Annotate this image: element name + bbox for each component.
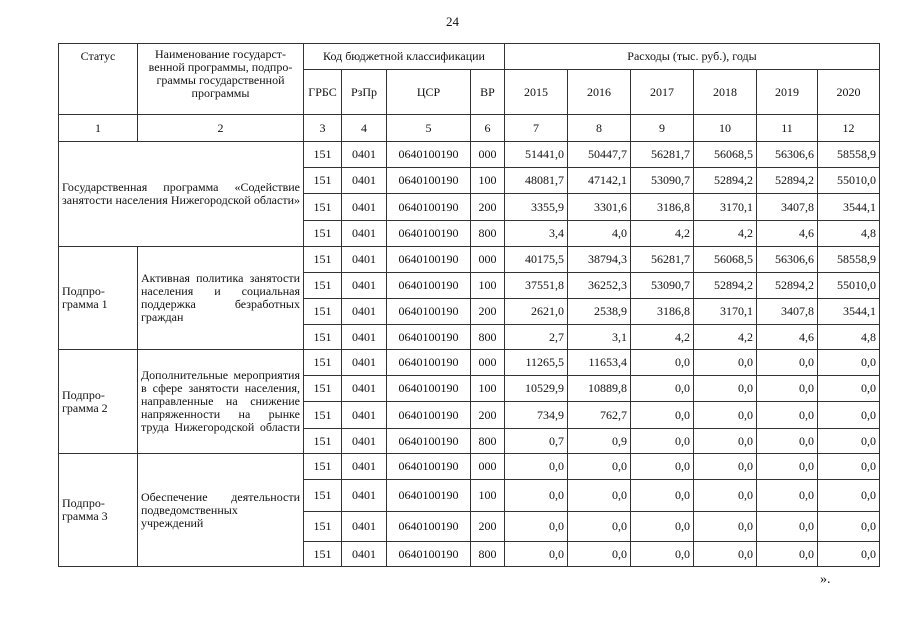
table-row — [59, 142, 880, 168]
grbs-cell: 151 — [304, 402, 342, 429]
value-cell: 0,0 — [818, 350, 880, 376]
rzpr-cell: 0401 — [342, 273, 387, 299]
value-cell: 0,0 — [757, 376, 818, 402]
rzpr-cell: 0401 — [342, 480, 387, 512]
column-number: 2 — [138, 115, 304, 142]
rzpr-cell: 0401 — [342, 299, 387, 325]
value-cell: 4,6 — [757, 325, 818, 350]
value-cell: 0,0 — [694, 429, 757, 454]
value-cell: 0,0 — [694, 402, 757, 429]
rzpr-cell: 0401 — [342, 376, 387, 402]
value-cell: 58558,9 — [818, 142, 880, 168]
vr-cell: 100 — [471, 480, 505, 512]
status-cell: Подпро-грамма 3 — [59, 454, 138, 567]
column-number: 5 — [387, 115, 471, 142]
value-cell: 56281,7 — [631, 142, 694, 168]
value-cell: 0,0 — [818, 402, 880, 429]
value-cell: 56281,7 — [631, 247, 694, 273]
subprogram-name — [138, 454, 304, 567]
column-number: 6 — [471, 115, 505, 142]
grbs-cell: 151 — [304, 142, 342, 168]
value-cell: 10529,9 — [505, 376, 568, 402]
value-cell: 11653,4 — [568, 350, 631, 376]
value-cell: 11265,5 — [505, 350, 568, 376]
program-name — [59, 142, 304, 247]
value-cell: 0,0 — [818, 542, 880, 567]
value-cell: 2,7 — [505, 325, 568, 350]
closing-quote-mark: ». — [820, 572, 831, 587]
value-cell: 0,0 — [568, 542, 631, 567]
grbs-cell: 151 — [304, 299, 342, 325]
value-cell: 0,0 — [505, 454, 568, 480]
value-cell: 0,0 — [694, 350, 757, 376]
vr-cell: 800 — [471, 429, 505, 454]
table-row — [59, 247, 880, 273]
value-cell: 0,0 — [568, 480, 631, 512]
value-cell: 38794,3 — [568, 247, 631, 273]
value-cell: 0,0 — [631, 402, 694, 429]
value-cell: 0,0 — [631, 350, 694, 376]
value-cell: 3544,1 — [818, 194, 880, 221]
value-cell: 3186,8 — [631, 299, 694, 325]
value-cell: 0,0 — [631, 429, 694, 454]
value-cell: 3544,1 — [818, 299, 880, 325]
csr-cell: 0640100190 — [387, 512, 471, 542]
value-cell: 56306,6 — [757, 247, 818, 273]
value-cell: 40175,5 — [505, 247, 568, 273]
value-cell: 3186,8 — [631, 194, 694, 221]
rzpr-cell: 0401 — [342, 142, 387, 168]
value-cell: 3170,1 — [694, 194, 757, 221]
csr-cell: 0640100190 — [387, 142, 471, 168]
value-cell: 0,0 — [818, 429, 880, 454]
value-cell: 0,0 — [818, 512, 880, 542]
value-cell: 55010,0 — [818, 168, 880, 194]
value-cell: 56306,6 — [757, 142, 818, 168]
value-cell: 4,0 — [568, 221, 631, 247]
header-csr: ЦСР — [387, 70, 471, 115]
value-cell: 37551,8 — [505, 273, 568, 299]
value-cell: 0,0 — [568, 512, 631, 542]
value-cell: 0,0 — [694, 480, 757, 512]
rzpr-cell: 0401 — [342, 221, 387, 247]
column-number: 12 — [818, 115, 880, 142]
value-cell: 3355,9 — [505, 194, 568, 221]
rzpr-cell: 0401 — [342, 542, 387, 567]
value-cell: 53090,7 — [631, 273, 694, 299]
grbs-cell: 151 — [304, 480, 342, 512]
status-cell: Подпро-грамма 2 — [59, 350, 138, 454]
value-cell: 762,7 — [568, 402, 631, 429]
csr-cell: 0640100190 — [387, 325, 471, 350]
value-cell: 58558,9 — [818, 247, 880, 273]
grbs-cell: 151 — [304, 454, 342, 480]
column-number: 11 — [757, 115, 818, 142]
value-cell: 0,0 — [757, 429, 818, 454]
value-cell: 50447,7 — [568, 142, 631, 168]
csr-cell: 0640100190 — [387, 402, 471, 429]
value-cell: 56068,5 — [694, 247, 757, 273]
column-number: 9 — [631, 115, 694, 142]
table-row — [59, 454, 880, 480]
value-cell: 3407,8 — [757, 299, 818, 325]
value-cell: 53090,7 — [631, 168, 694, 194]
vr-cell: 100 — [471, 168, 505, 194]
value-cell: 0,0 — [694, 512, 757, 542]
value-cell: 4,6 — [757, 221, 818, 247]
rzpr-cell: 0401 — [342, 350, 387, 376]
value-cell: 3,4 — [505, 221, 568, 247]
value-cell: 0,0 — [505, 480, 568, 512]
value-cell: 4,2 — [631, 325, 694, 350]
value-cell: 0,0 — [818, 376, 880, 402]
value-cell: 734,9 — [505, 402, 568, 429]
column-number: 3 — [304, 115, 342, 142]
value-cell: 0,0 — [694, 376, 757, 402]
column-number: 7 — [505, 115, 568, 142]
csr-cell: 0640100190 — [387, 350, 471, 376]
value-cell: 56068,5 — [694, 142, 757, 168]
table-body — [59, 142, 880, 567]
subprogram-name-text: Активная политика занятости населения и социальная поддержка безработных граждан — [141, 271, 300, 324]
vr-cell: 200 — [471, 194, 505, 221]
header-name: Наименование государст-венной программы, подпро-граммы государственной программы — [138, 44, 304, 115]
header-year: 2019 — [757, 70, 818, 115]
value-cell: 3170,1 — [694, 299, 757, 325]
value-cell: 2538,9 — [568, 299, 631, 325]
header-year: 2015 — [505, 70, 568, 115]
value-cell: 52894,2 — [757, 273, 818, 299]
value-cell: 0,7 — [505, 429, 568, 454]
value-cell: 3301,6 — [568, 194, 631, 221]
value-cell: 55010,0 — [818, 273, 880, 299]
grbs-cell: 151 — [304, 273, 342, 299]
value-cell: 36252,3 — [568, 273, 631, 299]
value-cell: 0,0 — [631, 454, 694, 480]
value-cell: 4,8 — [818, 221, 880, 247]
csr-cell: 0640100190 — [387, 168, 471, 194]
vr-cell: 800 — [471, 542, 505, 567]
header-rzpr: РзПр — [342, 70, 387, 115]
grbs-cell: 151 — [304, 350, 342, 376]
vr-cell: 000 — [471, 247, 505, 273]
header-year: 2018 — [694, 70, 757, 115]
value-cell: 51441,0 — [505, 142, 568, 168]
csr-cell: 0640100190 — [387, 299, 471, 325]
rzpr-cell: 0401 — [342, 429, 387, 454]
csr-cell: 0640100190 — [387, 376, 471, 402]
value-cell: 0,0 — [757, 402, 818, 429]
grbs-cell: 151 — [304, 221, 342, 247]
value-cell: 47142,1 — [568, 168, 631, 194]
value-cell: 0,0 — [631, 512, 694, 542]
vr-cell: 000 — [471, 454, 505, 480]
subprogram-name-text: Обеспечение деятельности подведомственных учреждений — [141, 489, 300, 530]
subprogram-name — [138, 350, 304, 454]
header-code-group: Код бюджетной классификации — [304, 44, 505, 70]
value-cell: 0,0 — [757, 512, 818, 542]
value-cell: 0,0 — [631, 376, 694, 402]
value-cell: 52894,2 — [694, 168, 757, 194]
csr-cell: 0640100190 — [387, 480, 471, 512]
value-cell: 0,0 — [757, 480, 818, 512]
table-row — [59, 350, 880, 376]
value-cell: 0,9 — [568, 429, 631, 454]
csr-cell: 0640100190 — [387, 194, 471, 221]
grbs-cell: 151 — [304, 512, 342, 542]
subprogram-name-text: Дополнительные мероприятия в сфере занятости населения, направленные на снижение напряженности на рынке труда Нижегородской области — [141, 368, 300, 434]
value-cell: 48081,7 — [505, 168, 568, 194]
column-number: 4 — [342, 115, 387, 142]
vr-cell: 200 — [471, 512, 505, 542]
subprogram-name — [138, 247, 304, 350]
rzpr-cell: 0401 — [342, 454, 387, 480]
value-cell: 0,0 — [505, 512, 568, 542]
vr-cell: 200 — [471, 299, 505, 325]
header-vr: ВР — [471, 70, 505, 115]
grbs-cell: 151 — [304, 168, 342, 194]
header-year: 2016 — [568, 70, 631, 115]
vr-cell: 000 — [471, 142, 505, 168]
value-cell: 52894,2 — [757, 168, 818, 194]
value-cell: 4,2 — [694, 221, 757, 247]
vr-cell: 800 — [471, 221, 505, 247]
value-cell: 4,8 — [818, 325, 880, 350]
page-number: 24 — [446, 14, 459, 29]
value-cell: 52894,2 — [694, 273, 757, 299]
grbs-cell: 151 — [304, 325, 342, 350]
value-cell: 10889,8 — [568, 376, 631, 402]
header-year: 2020 — [818, 70, 880, 115]
value-cell: 0,0 — [694, 542, 757, 567]
vr-cell: 000 — [471, 350, 505, 376]
grbs-cell: 151 — [304, 247, 342, 273]
value-cell: 0,0 — [757, 350, 818, 376]
value-cell: 3407,8 — [757, 194, 818, 221]
rzpr-cell: 0401 — [342, 402, 387, 429]
header-grbs: ГРБС — [304, 70, 342, 115]
value-cell: 0,0 — [505, 542, 568, 567]
value-cell: 0,0 — [631, 480, 694, 512]
column-number: 8 — [568, 115, 631, 142]
program-name-text: Государственная программа «Содействие занятости населения Нижегородской области» — [62, 180, 300, 207]
budget-table — [58, 43, 880, 567]
value-cell: 0,0 — [757, 454, 818, 480]
csr-cell: 0640100190 — [387, 542, 471, 567]
header-year: 2017 — [631, 70, 694, 115]
grbs-cell: 151 — [304, 429, 342, 454]
vr-cell: 100 — [471, 376, 505, 402]
csr-cell: 0640100190 — [387, 247, 471, 273]
header-status: Статус — [59, 44, 138, 115]
vr-cell: 100 — [471, 273, 505, 299]
rzpr-cell: 0401 — [342, 247, 387, 273]
header-expenses-group: Расходы (тыс. руб.), годы — [505, 44, 880, 70]
value-cell: 0,0 — [757, 542, 818, 567]
grbs-cell: 151 — [304, 376, 342, 402]
grbs-cell: 151 — [304, 194, 342, 221]
value-cell: 0,0 — [631, 542, 694, 567]
value-cell: 0,0 — [568, 454, 631, 480]
rzpr-cell: 0401 — [342, 325, 387, 350]
csr-cell: 0640100190 — [387, 429, 471, 454]
value-cell: 2621,0 — [505, 299, 568, 325]
column-number: 1 — [59, 115, 138, 142]
value-cell: 3,1 — [568, 325, 631, 350]
status-cell: Подпро-грамма 1 — [59, 247, 138, 350]
rzpr-cell: 0401 — [342, 512, 387, 542]
csr-cell: 0640100190 — [387, 454, 471, 480]
value-cell: 0,0 — [818, 480, 880, 512]
csr-cell: 0640100190 — [387, 221, 471, 247]
value-cell: 4,2 — [694, 325, 757, 350]
csr-cell: 0640100190 — [387, 273, 471, 299]
vr-cell: 800 — [471, 325, 505, 350]
value-cell: 4,2 — [631, 221, 694, 247]
value-cell: 0,0 — [694, 454, 757, 480]
value-cell: 0,0 — [818, 454, 880, 480]
grbs-cell: 151 — [304, 542, 342, 567]
rzpr-cell: 0401 — [342, 168, 387, 194]
vr-cell: 200 — [471, 402, 505, 429]
column-number: 10 — [694, 115, 757, 142]
rzpr-cell: 0401 — [342, 194, 387, 221]
